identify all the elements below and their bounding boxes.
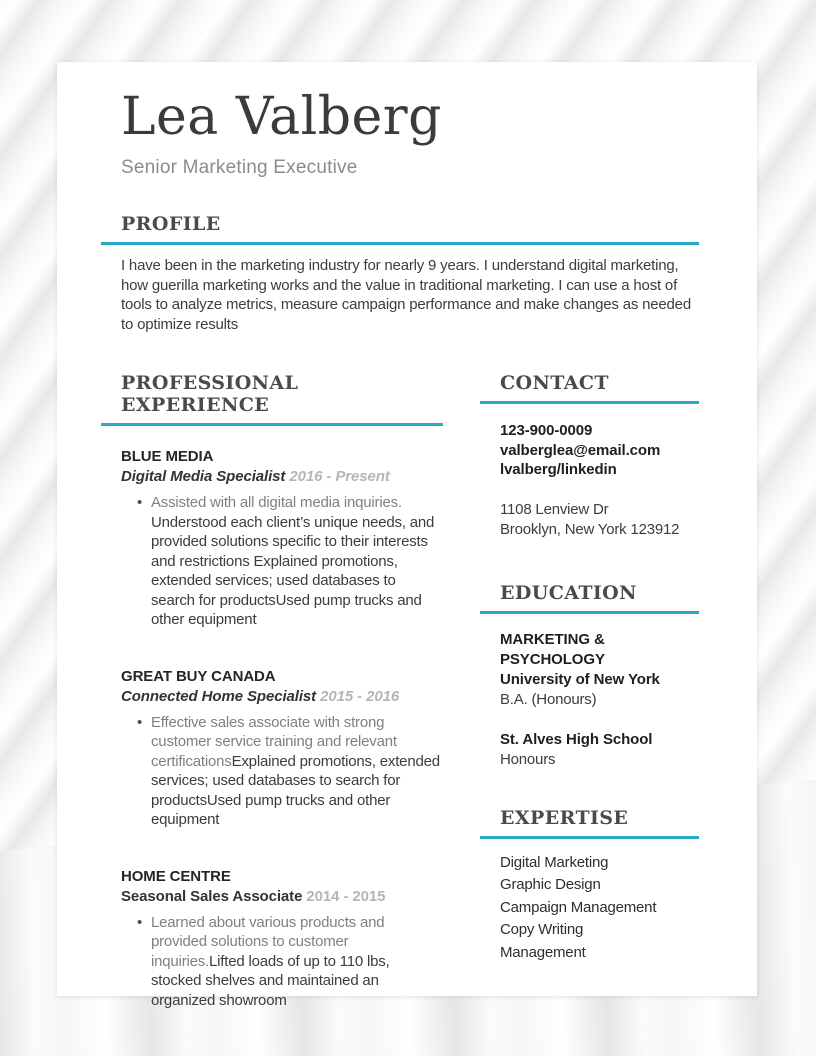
bullet-intro-text: Learned about various products and provided solutions to customer inquiries. bbox=[151, 913, 385, 970]
education-heading: EDUCATION bbox=[480, 582, 699, 614]
expertise-heading: EXPERTISE bbox=[480, 807, 699, 839]
role-title: Digital Media Specialist bbox=[121, 468, 286, 485]
education-degree: B.A. (Honours) bbox=[500, 690, 597, 708]
skill-item: Digital Marketing bbox=[500, 853, 609, 871]
person-name: Lea Valberg bbox=[121, 87, 442, 147]
education-section bbox=[480, 582, 699, 770]
bullet-intro-text: Assisted with all digital media inquiries. bbox=[151, 494, 402, 511]
resume-card bbox=[57, 62, 757, 1009]
address-city: Brooklyn, New York 123912 bbox=[500, 520, 680, 538]
education-school: University of New York bbox=[500, 670, 660, 688]
education-degree: Honours bbox=[500, 750, 556, 768]
bullet-intro-text: Effective sales associate with strong customer service training and relevant certifications bbox=[151, 713, 397, 770]
job-bullet bbox=[101, 493, 443, 630]
role-dates: 2014 - 2015 bbox=[306, 887, 386, 905]
job-entry bbox=[101, 447, 443, 630]
skill-item: Campaign Management bbox=[500, 898, 657, 916]
role-line bbox=[101, 467, 443, 487]
profile-section bbox=[101, 213, 699, 334]
company-name: GREAT BUY CANADA bbox=[121, 667, 276, 685]
linkedin-handle: lvalberg/linkedin bbox=[500, 461, 617, 478]
education-program: MARKETING & PSYCHOLOGY bbox=[500, 630, 605, 668]
skill-item: Copy Writing bbox=[500, 921, 584, 938]
skill-item: Graphic Design bbox=[500, 876, 601, 893]
education-entry bbox=[480, 630, 699, 710]
address-block bbox=[480, 500, 699, 540]
role-dates: 2016 - Present bbox=[289, 468, 390, 485]
role-line bbox=[101, 687, 443, 707]
bullet-rest-text: Explained promotions, extended services; used databases to search for productsUsed pump trucks and other equipment bbox=[151, 752, 440, 828]
skills-list bbox=[480, 852, 699, 965]
experience-column bbox=[101, 372, 443, 1010]
bullet-rest-text: Understood each client’s unique needs, and provided solutions specific to their interests and restrictions Explained promotions, extended services; used databases to search for productsUsed pump trucks and other equipment bbox=[151, 513, 435, 628]
email-address: valberglea@email.com bbox=[500, 441, 661, 459]
sidebar-column bbox=[480, 372, 699, 1010]
job-entry bbox=[101, 667, 443, 830]
profile-text: I have been in the marketing industry for nearly 9 years. I understand digital marketing, how guerilla marketing works and the value in traditional marketing. I can use a host of tools to analyze metrics, measure campaign performance and make changes as needed to optimize results bbox=[121, 257, 691, 333]
job-bullet bbox=[101, 713, 443, 830]
role-title: Seasonal Sales Associate bbox=[121, 887, 303, 905]
two-column-area bbox=[101, 372, 699, 1010]
contact-block bbox=[480, 421, 699, 480]
job-entry bbox=[101, 867, 443, 1011]
company-name: BLUE MEDIA bbox=[121, 448, 214, 465]
education-entry bbox=[480, 730, 699, 770]
bullet-rest-text: Lifted loads of up to 110 lbs, stocked shelves and maintained an organized showroom bbox=[151, 952, 390, 1009]
role-title: Connected Home Specialist bbox=[121, 687, 317, 705]
address-street: 1108 Lenview Dr bbox=[500, 500, 609, 518]
job-bullet bbox=[101, 913, 443, 1011]
person-job-title: Senior Marketing Executive bbox=[121, 157, 358, 178]
phone-number: 123-900-0009 bbox=[500, 422, 593, 439]
education-school: St. Alves High School bbox=[500, 730, 653, 748]
profile-heading: PROFILE bbox=[101, 213, 699, 245]
role-dates: 2015 - 2016 bbox=[320, 687, 400, 705]
contact-heading: CONTACT bbox=[480, 372, 699, 404]
contact-section bbox=[480, 372, 699, 540]
expertise-section bbox=[480, 807, 699, 965]
company-name: HOME CENTRE bbox=[121, 867, 231, 885]
role-line bbox=[101, 887, 443, 907]
skill-item: Management bbox=[500, 943, 586, 961]
experience-heading: PROFESSIONAL EXPERIENCE bbox=[101, 372, 443, 426]
